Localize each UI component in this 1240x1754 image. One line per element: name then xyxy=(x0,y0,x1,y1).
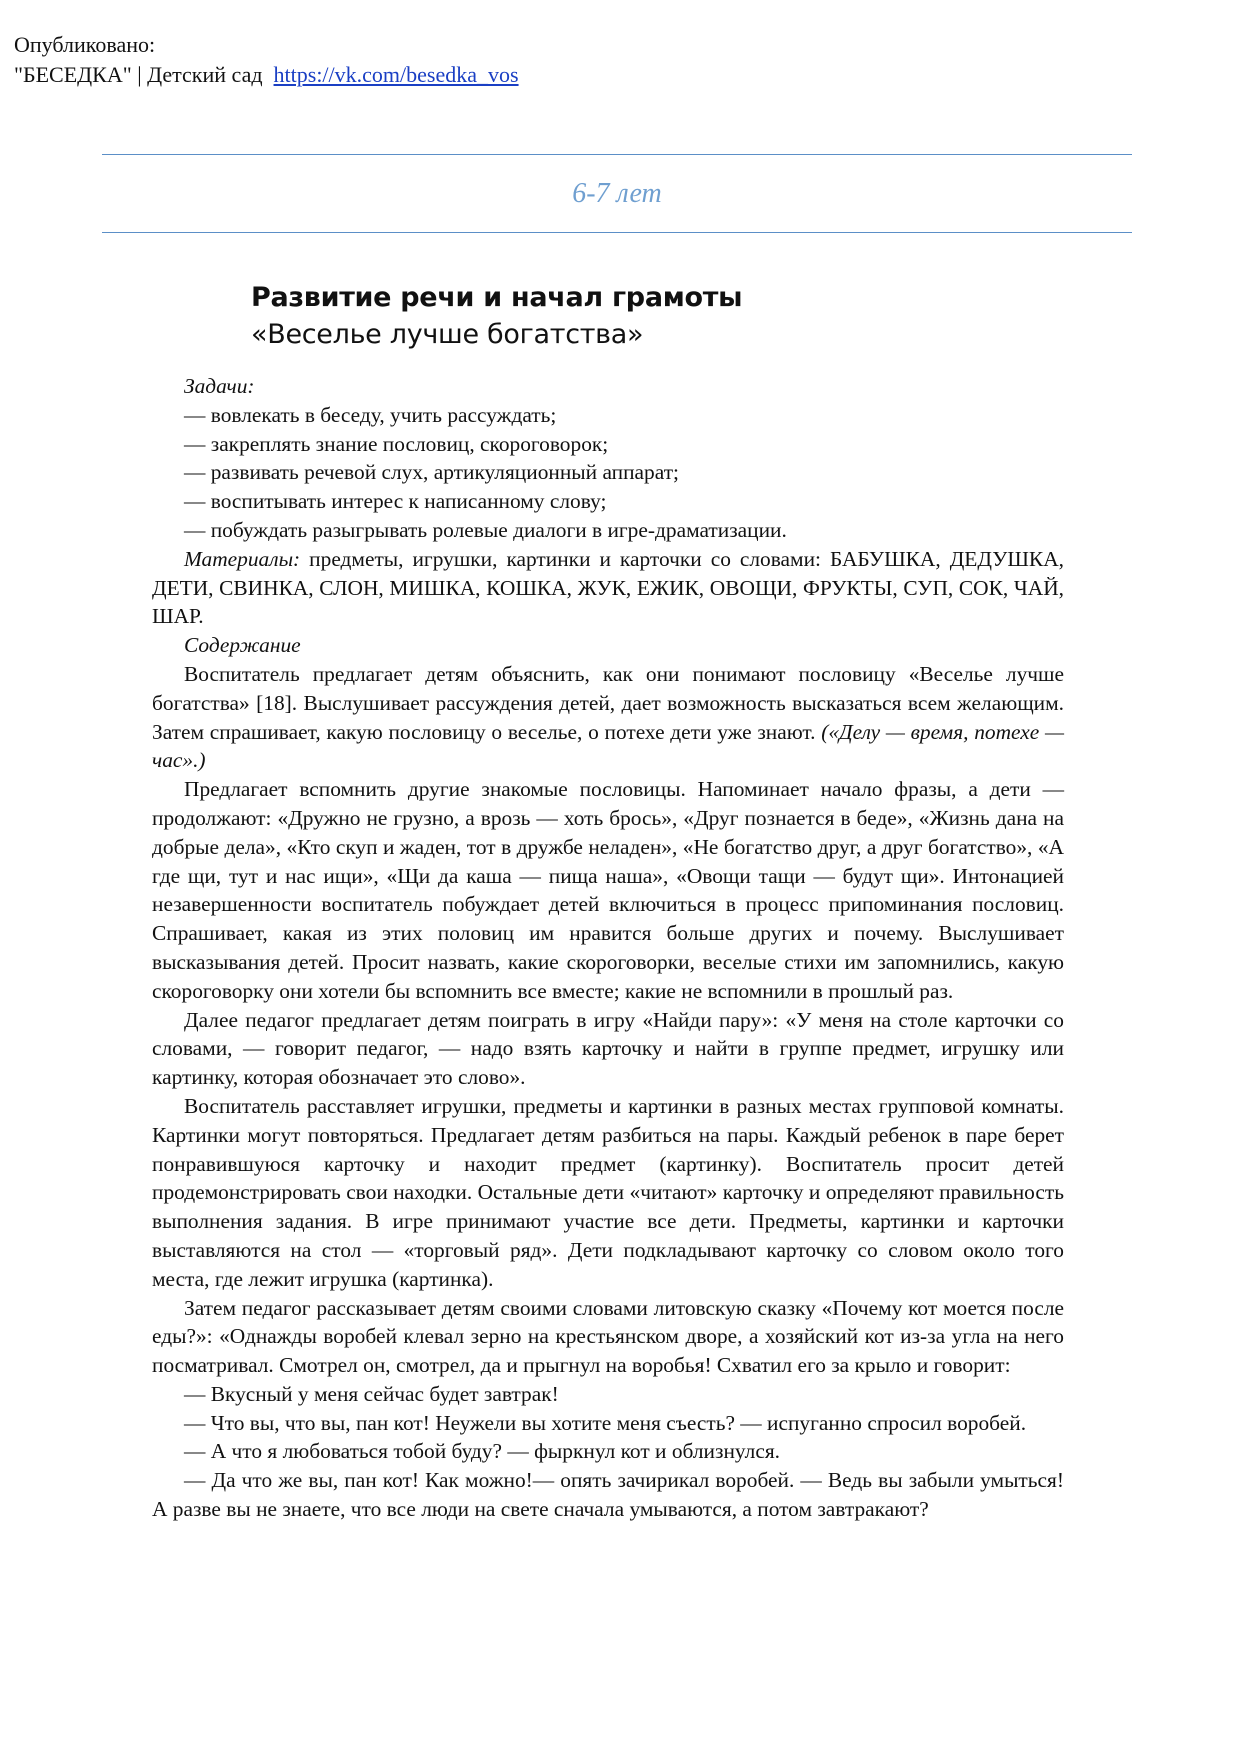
dialogue-line: — Да что же вы, пан кот! Как можно!— опять зачирикал воробей. — Ведь вы забыли умыться! А разве вы не знаете, что все люди на свете сначала умываются, а потом завтракают? xyxy=(152,1468,1064,1522)
materials-paragraph xyxy=(152,545,1064,631)
content-paragraph-5: Затем педагог рассказывает детям своими словами литовскую сказку «Почему кот моется после еды?»: «Однажды воробей клевал зерно на крестьянском дворе, а хозяйский кот из-за угла на него посматривал. Смотрел он, смотрел, да и прыгнул на воробья! Схватил его за крыло и говорит: xyxy=(152,1295,1064,1378)
dialogue-line: — А что я любоваться тобой буду? — фыркнул кот и облизнулся. xyxy=(184,1439,780,1464)
content-paragraph-4: Воспитатель расставляет игрушки, предметы и картинки в разных местах групповой комнаты. Картинки могут повторяться. Предлагает детям разбиться на пары. Каждый ребенок в паре берет понравившуюся карточку и находит предмет (картинку). Воспитатель просит детей продемонстрировать свои находки. Остальные дети «читают» карточку и определяют правильность выполнения задания. В игре принимают участие все дети. Предметы, картинки и карточки выставляются на стол — «торговый ряд». Дети подкладывают карточку со словом около того места, где лежит игрушка (картинка). xyxy=(152,1093,1064,1291)
task-item: — побуждать разыгрывать ролевые диалоги в игре-драматизации. xyxy=(184,517,787,542)
materials-text: предметы, игрушки, картинки и карточки со словами: БАБУШКА, ДЕДУШКА, ДЕТИ, СВИНКА, СЛОН, МИШКА, КОШКА, ЖУК, ЕЖИК, ОВОЩИ, ФРУКТЫ, СУП, СОК, ЧАЙ, ШАР. xyxy=(152,546,1064,629)
materials-label: Материалы: xyxy=(184,546,301,571)
source-line xyxy=(14,60,519,90)
bottom-divider xyxy=(102,232,1132,233)
proverb-answer: («Делу — время, потехе — час».) xyxy=(152,719,1064,773)
lesson-subtitle: «Веселье лучше богатства» xyxy=(251,319,644,350)
top-divider xyxy=(102,154,1132,155)
content-label: Содержание xyxy=(184,633,301,658)
content-paragraph-3: Далее педагог предлагает детям поиграть в игру «Найди пару»: «У меня на столе карточки со словами, — говорит педагог, — надо взять карточку и найти в группе предмет, игрушку или картинку, которая обозначает это слово». xyxy=(152,1007,1064,1090)
age-group: 6-7 лет xyxy=(572,178,662,209)
published-label: Опубликовано: xyxy=(14,32,156,57)
task-item: — воспитывать интерес к написанному слову; xyxy=(184,489,607,514)
tasks-label: Задачи: xyxy=(184,374,255,398)
lesson-body xyxy=(152,372,1064,1524)
content-paragraph-2: Предлагает вспомнить другие знакомые пословицы. Напоминает начало фразы, а дети — продолжают: «Дружно не грузно, а врозь — хоть брось», «Друг познается в беде», «Жизнь дана на добрые дела», «Кто скуп и жаден, тот в дружбе неладен», «Не богатство друг, а друг богатство», «А где щи, тут и нас ищи», «Щи да каша — пища наша», «Овощи тащи — будут щи». Интонацией незавершенности воспитатель побуждает детей включиться в процесс припоминания пословиц. Спрашивает, какая из этих половиц им нравится больше других и почему. Выслушивает высказывания детей. Просит назвать, какие скороговорки, веселые стихи им запомнились, какую скороговорку они хотели бы вспомнить все вместе; какие не вспомнили в прошлый раз. xyxy=(152,777,1064,1003)
lesson-title: Развитие речи и начал грамоты xyxy=(251,282,743,313)
paragraph-text: Воспитатель предлагает детям объяснить, как они понимают пословицу «Веселье лучше богатства» [18]. Выслушивает рассуждения детей, дает возможность высказаться всем желающим. Затем спрашивает, какую пословицу о веселье, о потехе дети уже знают. xyxy=(152,661,1064,744)
task-item: — развивать речевой слух, артикуляционный аппарат; xyxy=(184,460,679,485)
publication-info xyxy=(14,30,519,90)
source-name: "БЕСЕДКА" | Детский сад xyxy=(14,62,263,87)
dialogue-line: — Вкусный у меня сейчас будет завтрак! xyxy=(184,1381,559,1406)
lesson-heading xyxy=(251,280,742,354)
task-item: — вовлекать в беседу, учить рассуждать; xyxy=(184,402,557,427)
content-paragraph-1 xyxy=(152,660,1064,775)
source-link[interactable]: https://vk.com/besedka_vos xyxy=(273,62,519,87)
task-item: — закреплять знание пословиц, скороговорок; xyxy=(184,431,609,456)
dialogue-line: — Что вы, что вы, пан кот! Неужели вы хотите меня съесть? — испуганно спросил воробей. xyxy=(184,1410,1027,1435)
